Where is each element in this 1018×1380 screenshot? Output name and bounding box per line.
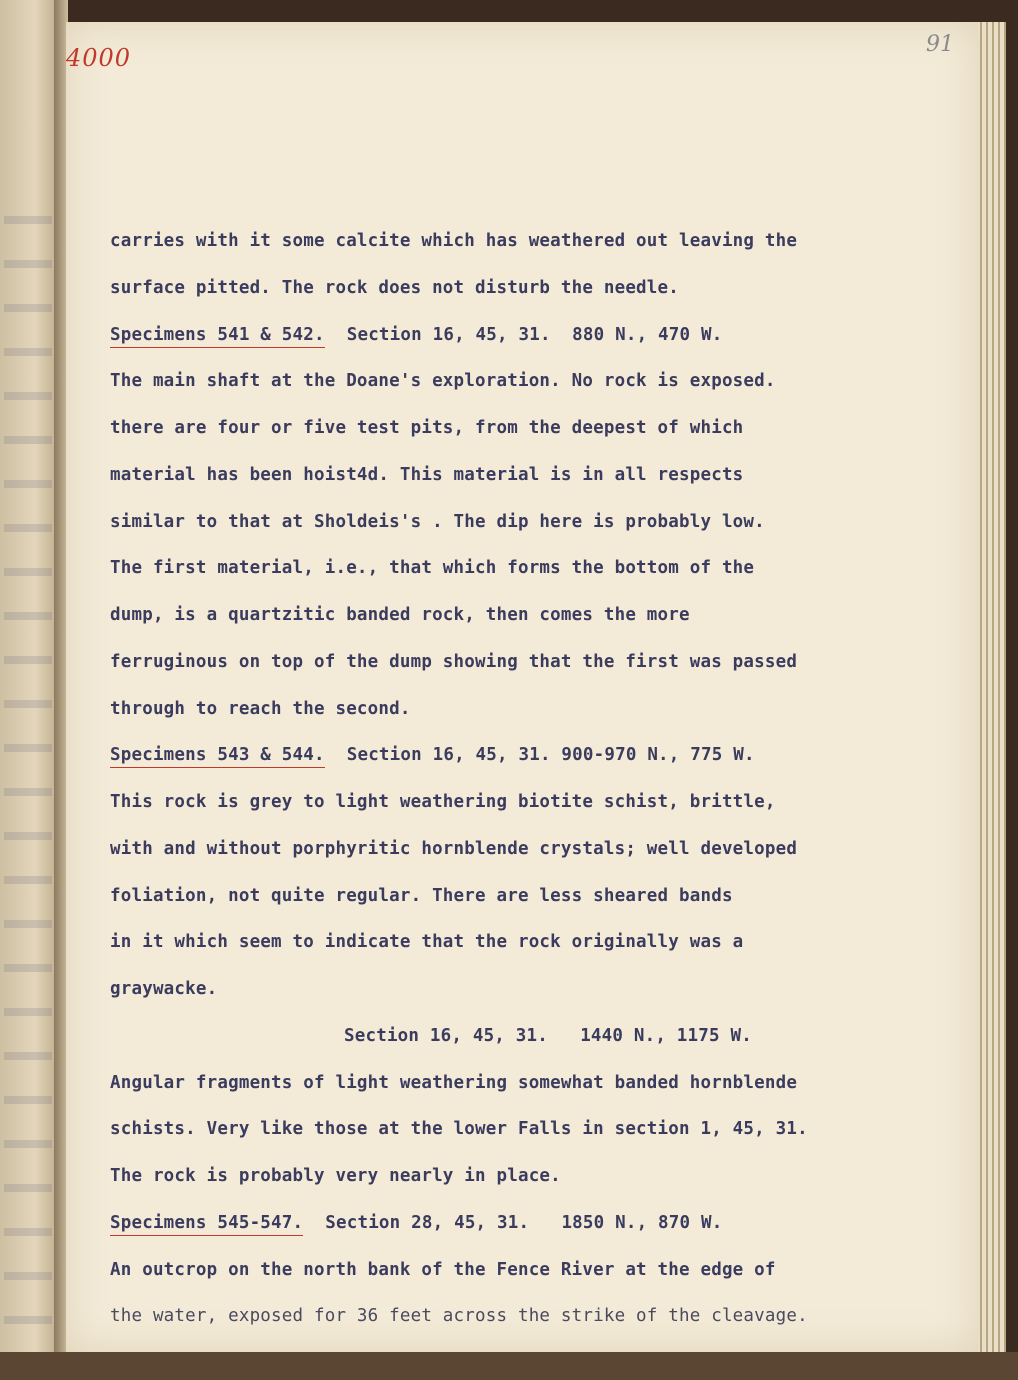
text-line: with and without porphyritic hornblende crystals; well developed [110, 838, 798, 859]
text-line: foliation, not quite regular. There are less sheared bands [110, 885, 733, 906]
text-line: there are four or five test pits, from the deepest of which [110, 418, 744, 438]
text-line: dump, is a quartzitic banded rock, then comes the more [110, 605, 690, 625]
text-line: The main shaft at the Doane's exploration. No rock is exposed. [110, 371, 776, 392]
page-number: 91 [926, 32, 954, 57]
catalog-number-annotation: 4000 [66, 44, 132, 72]
specimen-label: Specimens 543 & 544. [110, 745, 325, 768]
text-line: An outcrop on the north bank of the Fence River at the edge of [110, 1259, 776, 1280]
text-line: schists. Very like those at the lower Falls in section 1, 45, 31. [110, 1119, 808, 1140]
typed-text-block [110, 226, 920, 1348]
text-line: in it which seem to indicate that the rock originally was a [110, 932, 744, 953]
section-location: Section 28, 45, 31. 1850 N., 870 W. [325, 1212, 723, 1233]
text-line: This rock is grey to light weathering biotite schist, brittle, [110, 792, 776, 812]
text-line: The rock is probably very nearly in place. [110, 1166, 561, 1186]
facing-page-edge [0, 0, 58, 1380]
text-line: the water, exposed for 36 feet across the strike of the cleavage. [110, 1306, 808, 1327]
text-line: material has been hoist4d. This material is in all respects [110, 464, 744, 485]
bleed-through-text [4, 180, 52, 1330]
specimen-line [110, 740, 920, 787]
section-location: Section 16, 45, 31. 900-970 N., 775 W. [346, 745, 755, 766]
text-line: similar to that at Sholdeis's . The dip here is probably low. [110, 511, 765, 532]
text-line: graywacke. [110, 979, 218, 999]
specimen-label: Specimens 541 & 542. [110, 325, 325, 348]
text-line: Angular fragments of light weathering somewhat banded hornblende [110, 1072, 798, 1093]
text-line: through to reach the second. [110, 698, 411, 719]
page-stack-edge [976, 22, 1006, 1352]
text-line: ferruginous on top of the dump showing that the first was passed [110, 651, 798, 672]
specimen-label: Specimens 545-547. [110, 1213, 303, 1236]
section-location-line: Section 16, 45, 31. 1440 N., 1175 W. [344, 1025, 752, 1046]
specimen-line [110, 320, 920, 367]
book-bottom-edge [0, 1352, 1018, 1380]
text-line: surface pitted. The rock does not disturb the needle. [110, 277, 680, 298]
section-location: Section 16, 45, 31. 880 N., 470 W. [346, 324, 723, 345]
text-line: carries with it some calcite which has weathered out leaving the [110, 231, 798, 251]
text-line: The first material, i.e., that which forms the bottom of the [110, 558, 755, 579]
specimen-line [110, 1208, 920, 1255]
